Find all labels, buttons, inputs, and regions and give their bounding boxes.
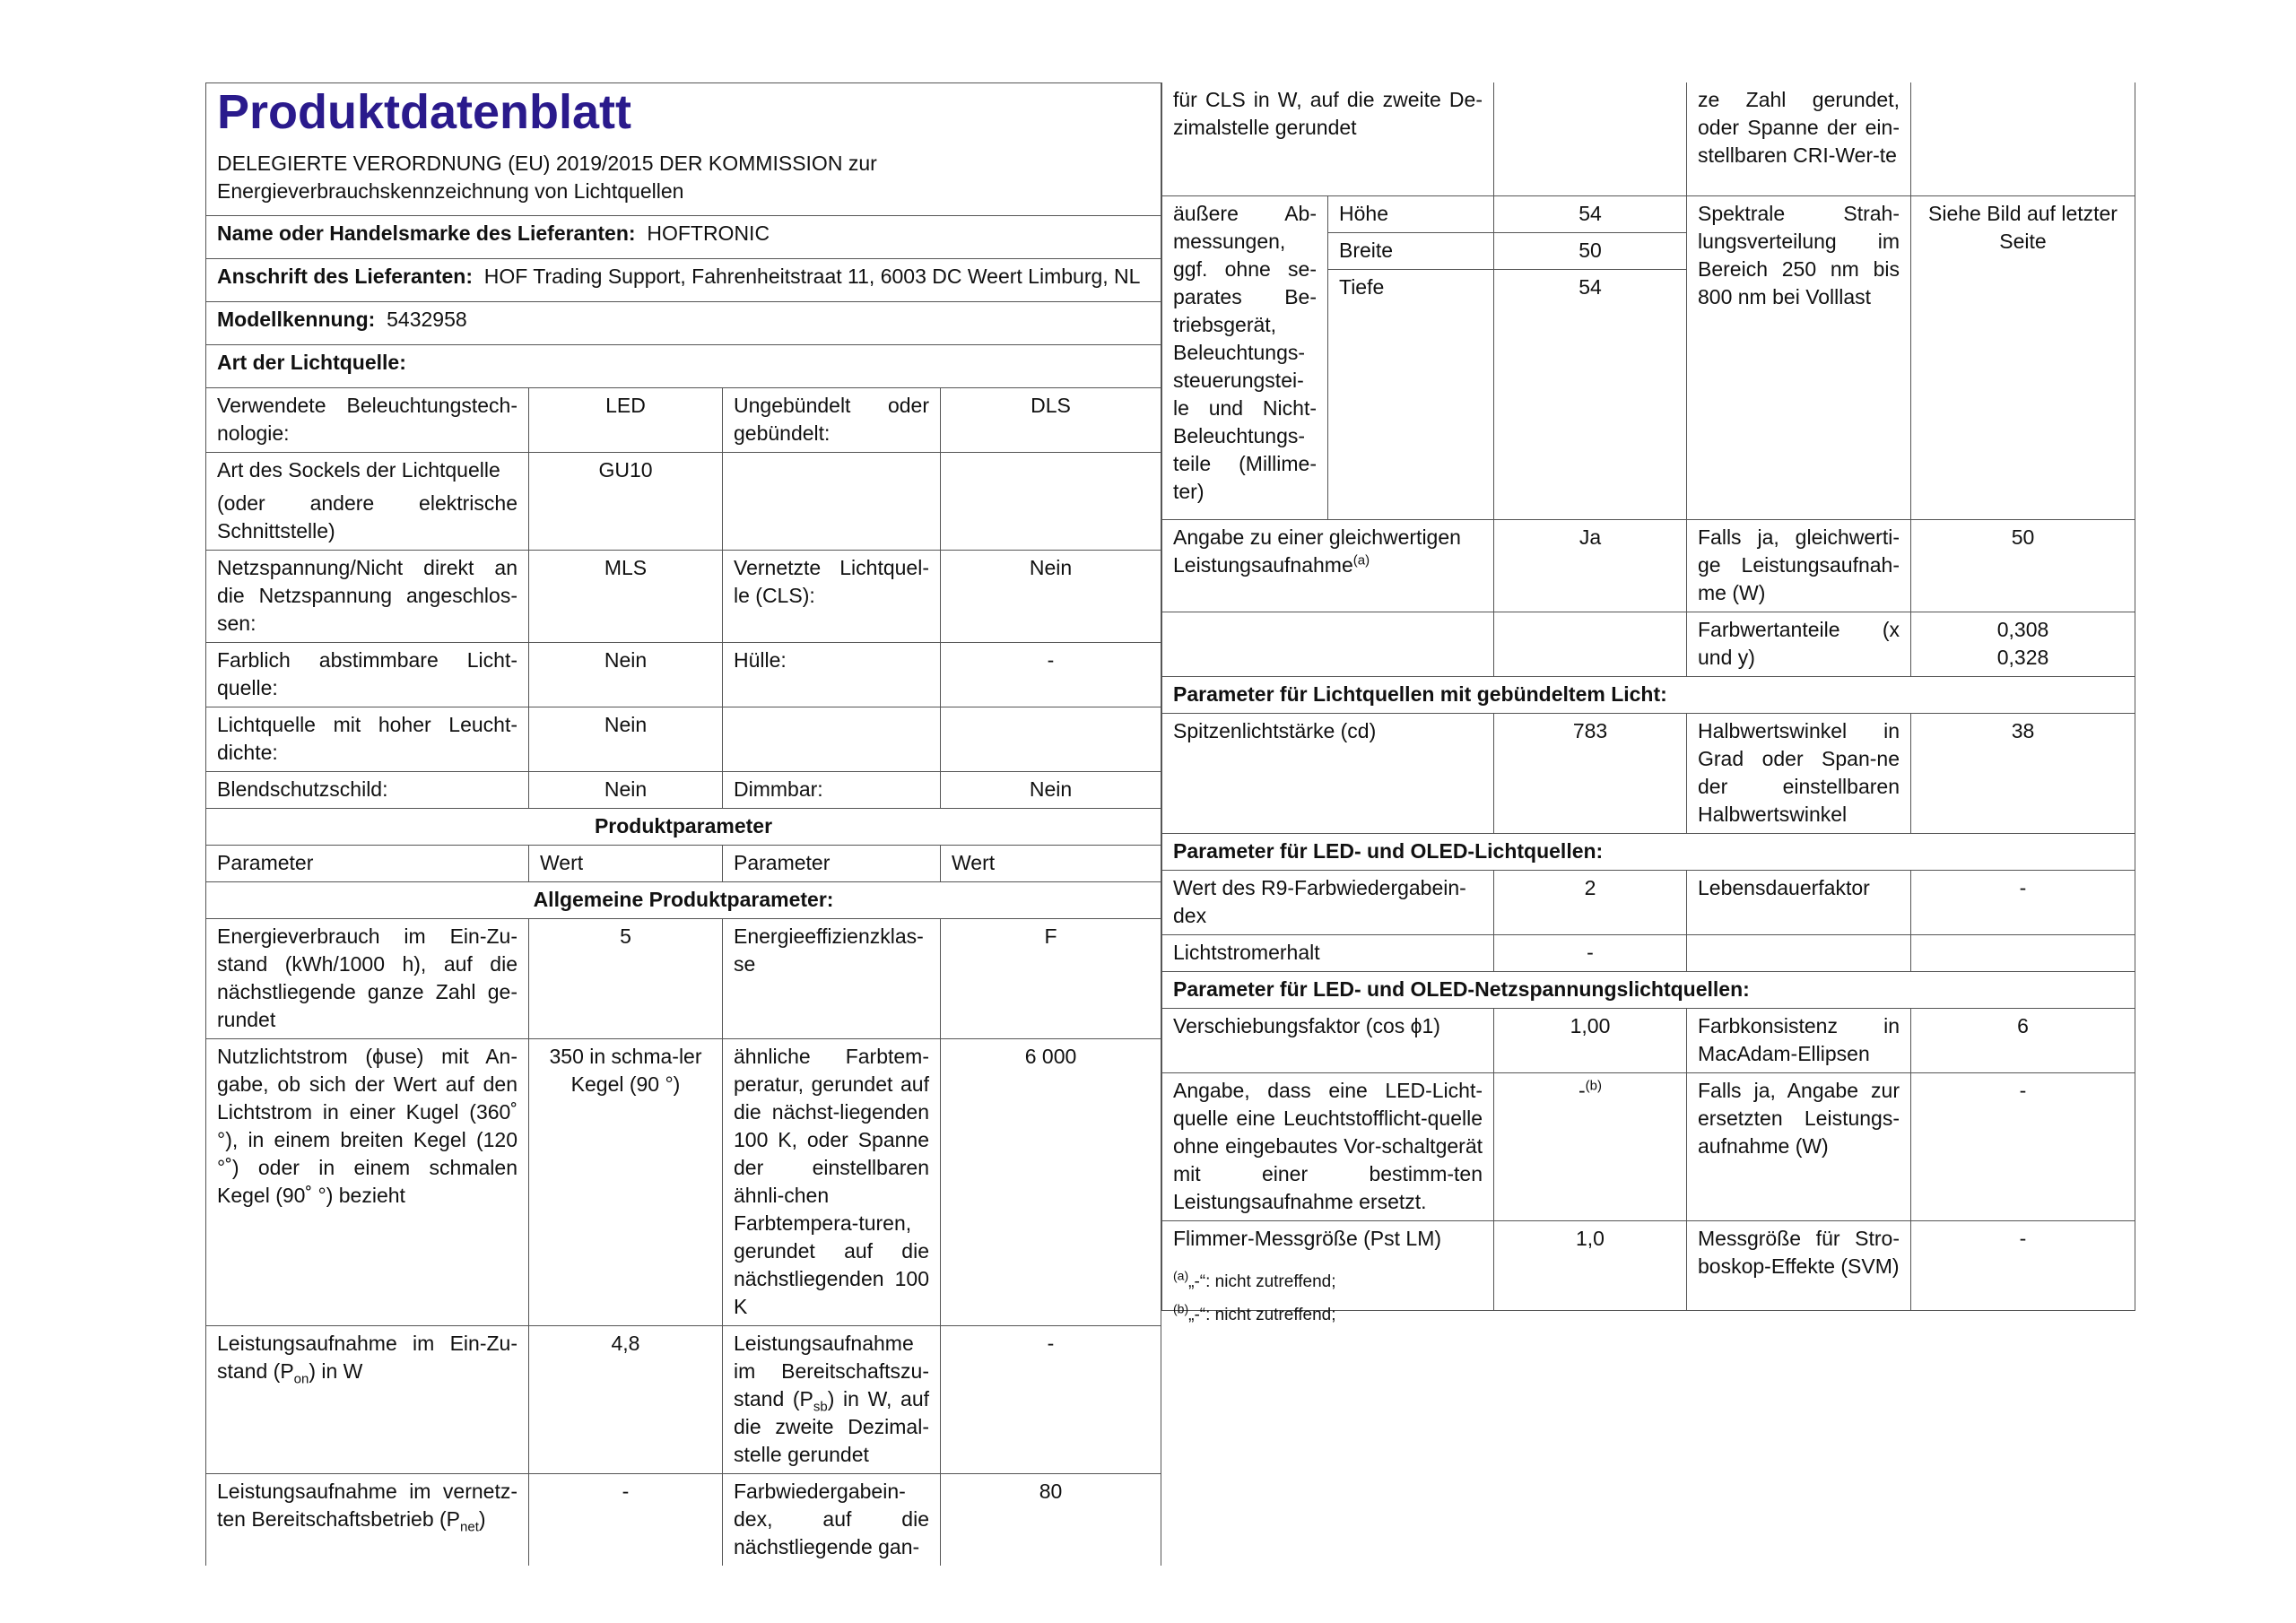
energy-value: 5 xyxy=(529,919,723,1039)
cls-value: Nein xyxy=(941,551,1161,643)
pnet-label-sub: net xyxy=(460,1519,479,1535)
psb-label-sub: sb xyxy=(813,1399,828,1415)
section-heading-row xyxy=(1162,676,2135,713)
chroma-x: 0,308 xyxy=(1996,617,2049,641)
equiv-value: Ja xyxy=(1494,519,1687,612)
supplier-address-label: Anschrift des Lieferanten: xyxy=(217,265,473,288)
regulation-text: DELEGIERTE VERORDNUNG (EU) 2019/2015 DER KOMMISSION zur Energieverbrauchskennzeichnung von Lichtquellen xyxy=(217,152,877,203)
table-row xyxy=(1162,1008,2135,1072)
empty-cell xyxy=(941,453,1161,551)
col-header-parameter-2: Parameter xyxy=(723,846,941,882)
equiv-label xyxy=(1162,519,1494,612)
pnet-label xyxy=(206,1474,529,1567)
width-value: 50 xyxy=(1494,232,1687,269)
directional-label: Ungebündelt oder gebündelt: xyxy=(723,388,941,453)
maint-label: Lichtstromerhalt xyxy=(1162,934,1494,971)
width-label: Breite xyxy=(1328,232,1494,269)
params-heading-row xyxy=(206,809,1161,846)
energy-label: Energieverbrauch im Ein-Zu-stand (kWh/1000 h), auf die nächstliegende ganze Zahl ge-rundet xyxy=(206,919,529,1039)
directional-value: DLS xyxy=(941,388,1161,453)
height-label: Höhe xyxy=(1328,195,1494,232)
supplier-name-value: HOFTRONIC xyxy=(647,221,770,245)
envelope-value: - xyxy=(941,643,1161,707)
led-heading: Parameter für LED- und OLED-Lichtquellen: xyxy=(1162,833,2135,870)
table-row xyxy=(206,1039,1161,1326)
beam-label: Halbwertswinkel in Grad oder Span-ne der einstellbaren Halbwertswinkel xyxy=(1687,713,1911,833)
pf-label: Verschiebungsfaktor (cos ϕ1) xyxy=(1162,1008,1494,1072)
dims-label: äußere Ab-messungen, ggf. ohne se-parates Be-triebsgerät, Beleuchtungs-steuerungstei-le und Nicht-Beleuchtungs-teile (Millime-ter) xyxy=(1162,195,1328,519)
cap-label-note: (oder andere elektrische Schnittstelle) xyxy=(217,491,517,542)
cap-value: GU10 xyxy=(529,453,723,551)
dimmable-value: Nein xyxy=(941,772,1161,809)
empty-cell xyxy=(1911,82,2135,195)
table-row xyxy=(206,707,1161,772)
cls-standby-label-cont: für CLS in W, auf die zweite De-zimalstelle gerundet xyxy=(1162,82,1494,195)
empty-cell xyxy=(941,707,1161,772)
eff-class-value: F xyxy=(941,919,1161,1039)
pon-label-text: Leistungsaufnahme im Ein-Zu-stand (P xyxy=(217,1332,517,1383)
product-params-heading: Produktparameter xyxy=(206,809,1161,846)
table-row xyxy=(206,1474,1161,1567)
cap-label-cell xyxy=(206,453,529,551)
flux-value: 350 in schma-ler Kegel (90 °) xyxy=(529,1039,723,1326)
height-value: 54 xyxy=(1494,195,1687,232)
glare-value: Nein xyxy=(529,772,723,809)
section-heading-row xyxy=(1162,833,2135,870)
spectral-value: Siehe Bild auf letzter Seite xyxy=(1911,195,2135,519)
replace-power-value: - xyxy=(1911,1072,2135,1220)
peak-label: Spitzenlichtstärke (cd) xyxy=(1162,713,1494,833)
empty-cell xyxy=(1494,612,1687,676)
section-heading-row xyxy=(1162,971,2135,1008)
chroma-y: 0,328 xyxy=(1996,645,2049,669)
model-label: Modellkennung: xyxy=(217,308,376,331)
footnote-a xyxy=(1173,1268,1336,1293)
pnet-label-text: Leistungsaufnahme im vernetz-ten Bereitschaftsbetrieb (P xyxy=(217,1480,517,1531)
type-heading-row xyxy=(206,345,1161,388)
equiv-power-value: 50 xyxy=(1911,519,2135,612)
tech-label: Verwendete Beleuchtungstech-nologie: xyxy=(206,388,529,453)
table-row xyxy=(206,1326,1161,1474)
cri-label: Farbwiedergabein-dex, auf die nächstliegende gan- xyxy=(723,1474,941,1567)
peak-value: 783 xyxy=(1494,713,1687,833)
glare-label: Blendschutzschild: xyxy=(206,772,529,809)
mains-label: Netzspannung/Nicht direkt an die Netzspannung angeschlos-sen: xyxy=(206,551,529,643)
supplier-address-row xyxy=(206,259,1161,302)
replace-value-cell xyxy=(1494,1072,1687,1220)
hl-value: Nein xyxy=(529,707,723,772)
general-params-heading: Allgemeine Produktparameter: xyxy=(206,882,1161,919)
maint-value: - xyxy=(1494,934,1687,971)
tunable-label: Farblich abstimmbare Licht-quelle: xyxy=(206,643,529,707)
pon-label-unit: ) in W xyxy=(309,1359,363,1383)
type-heading: Art der Lichtquelle: xyxy=(206,345,1161,388)
cct-value: 6 000 xyxy=(941,1039,1161,1326)
svm-value: - xyxy=(1911,1220,2135,1310)
r9-value: 2 xyxy=(1494,870,1687,934)
left-datasheet-table xyxy=(205,82,1161,1566)
flicker-value: 1,0 xyxy=(1494,1220,1687,1310)
table-row xyxy=(206,551,1161,643)
empty-cell xyxy=(723,453,941,551)
footnote-a-text: „-“: nicht zutreffend; xyxy=(1188,1272,1336,1291)
eff-class-label: Energieeffizienzklas-se xyxy=(723,919,941,1039)
table-row xyxy=(1162,195,2135,232)
psb-value: - xyxy=(941,1326,1161,1474)
table-row xyxy=(206,919,1161,1039)
footnote-b xyxy=(1173,1301,1336,1326)
psb-label-text: Leistungsaufnahme im Bereitschaftszu-stand (P xyxy=(734,1332,929,1410)
table-row xyxy=(206,772,1161,809)
empty-cell xyxy=(1911,934,2135,971)
empty-cell xyxy=(1162,612,1494,676)
cls-label: Vernetzte Lichtquel-le (CLS): xyxy=(723,551,941,643)
empty-cell xyxy=(1687,934,1911,971)
pnet-label-unit: ) xyxy=(478,1507,486,1531)
supplier-name-row xyxy=(206,216,1161,259)
table-row xyxy=(1162,1072,2135,1220)
footnote-a-mark: (a) xyxy=(1173,1268,1189,1283)
equiv-footnote-mark: (a) xyxy=(1352,551,1370,568)
page-title: Produktdatenblatt xyxy=(217,85,632,139)
life-value: - xyxy=(1911,870,2135,934)
pon-label xyxy=(206,1326,529,1474)
tunable-value: Nein xyxy=(529,643,723,707)
empty-cell xyxy=(723,707,941,772)
empty-cell xyxy=(1494,82,1687,195)
footnote-b-mark: (b) xyxy=(1173,1301,1189,1316)
footnote-b-text: „-“: nicht zutreffend; xyxy=(1188,1306,1336,1324)
mains-value: MLS xyxy=(529,551,723,643)
cct-label: ähnliche Farbtem-peratur, gerundet auf die nächst-liegenden 100 K, oder Spanne der einstellbaren ähnli-chen Farbtempera-turen, gerundet auf die nächstliegenden 100 K xyxy=(723,1039,941,1326)
table-row xyxy=(206,453,1161,551)
cri-label-cont: ze Zahl gerundet, oder Spanne der ein-stellbaren CRI-Wer-te xyxy=(1687,82,1911,195)
table-row xyxy=(1162,934,2135,971)
r9-label: Wert des R9-Farbwiedergabein-dex xyxy=(1162,870,1494,934)
depth-label: Tiefe xyxy=(1328,269,1494,519)
cri-value: 80 xyxy=(941,1474,1161,1567)
table-row xyxy=(206,643,1161,707)
svm-label: Messgröße für Stro-boskop-Effekte (SVM) xyxy=(1687,1220,1911,1310)
psb-label-unit: ) in W, auf die zweite Dezimal-stelle gerundet xyxy=(734,1387,929,1466)
hl-label: Lichtquelle mit hoher Leucht-dichte: xyxy=(206,707,529,772)
model-row xyxy=(206,302,1161,345)
dimmable-label: Dimmbar: xyxy=(723,772,941,809)
supplier-address-value: HOF Trading Support, Fahrenheitstraat 11, 6003 DC Weert Limburg, NL xyxy=(483,265,1141,288)
table-row xyxy=(1162,713,2135,833)
beam-value: 38 xyxy=(1911,713,2135,833)
col-header-wert-2: Wert xyxy=(941,846,1161,882)
replace-value: - xyxy=(1578,1078,1586,1102)
consistency-label: Farbkonsistenz in MacAdam-Ellipsen xyxy=(1687,1008,1911,1072)
depth-value: 54 xyxy=(1494,269,1687,519)
replace-label: Angabe, dass eine LED-Licht-quelle eine Leuchtstofflicht-quelle ohne eingebautes Vor-schaltgerät mit einer bestimm-ten Leistungsaufnahme ersetzt. xyxy=(1162,1072,1494,1220)
table-row xyxy=(206,388,1161,453)
cap-label: Art des Sockels der Lichtquelle xyxy=(217,458,500,482)
mains-heading: Parameter für LED- und OLED-Netzspannungslichtquellen: xyxy=(1162,971,2135,1008)
table-row xyxy=(1162,612,2135,676)
life-label: Lebensdauerfaktor xyxy=(1687,870,1911,934)
general-heading-row xyxy=(206,882,1161,919)
equiv-label-text: Angabe zu einer gleichwertigen Leistungsaufnahme xyxy=(1173,525,1461,577)
right-datasheet-table xyxy=(1161,82,2135,1311)
consistency-value: 6 xyxy=(1911,1008,2135,1072)
header-row xyxy=(206,83,1161,216)
spectral-label: Spektrale Strah-lungsverteilung im Bereich 250 nm bis 800 nm bei Volllast xyxy=(1687,195,1911,519)
model-value: 5432958 xyxy=(387,308,467,331)
column-header-row xyxy=(206,846,1161,882)
col-header-parameter: Parameter xyxy=(206,846,529,882)
psb-label xyxy=(723,1326,941,1474)
table-row xyxy=(1162,1220,2135,1310)
table-row xyxy=(1162,519,2135,612)
col-header-wert: Wert xyxy=(529,846,723,882)
continuation-row xyxy=(1162,82,2135,195)
chroma-value xyxy=(1911,612,2135,676)
pon-label-sub: on xyxy=(293,1371,309,1387)
pf-value: 1,00 xyxy=(1494,1008,1687,1072)
replace-footnote-mark: (b) xyxy=(1585,1077,1602,1093)
replace-power-label: Falls ja, Angabe zur ersetzten Leistungs-aufnahme (W) xyxy=(1687,1072,1911,1220)
header-cell xyxy=(206,83,1161,216)
table-row xyxy=(1162,870,2135,934)
flicker-label: Flimmer-Messgröße (Pst LM) xyxy=(1162,1220,1494,1310)
pnet-value: - xyxy=(529,1474,723,1567)
pon-value: 4,8 xyxy=(529,1326,723,1474)
flux-label: Nutzlichtstrom (ɸuse) mit An-gabe, ob sich der Wert auf den Lichtstrom in einer Kugel (360˚ °), in einem breiten Kegel (120 °˚) oder in einem schmalen Kegel (90˚ °) bezieht xyxy=(206,1039,529,1326)
tech-value: LED xyxy=(529,388,723,453)
envelope-label: Hülle: xyxy=(723,643,941,707)
chroma-label: Farbwertanteile (x und y) xyxy=(1687,612,1911,676)
equiv-power-label: Falls ja, gleichwerti-ge Leistungsaufnah-me (W) xyxy=(1687,519,1911,612)
directional-heading: Parameter für Lichtquellen mit gebündeltem Licht: xyxy=(1162,676,2135,713)
supplier-name-label: Name oder Handelsmarke des Lieferanten: xyxy=(217,221,636,245)
